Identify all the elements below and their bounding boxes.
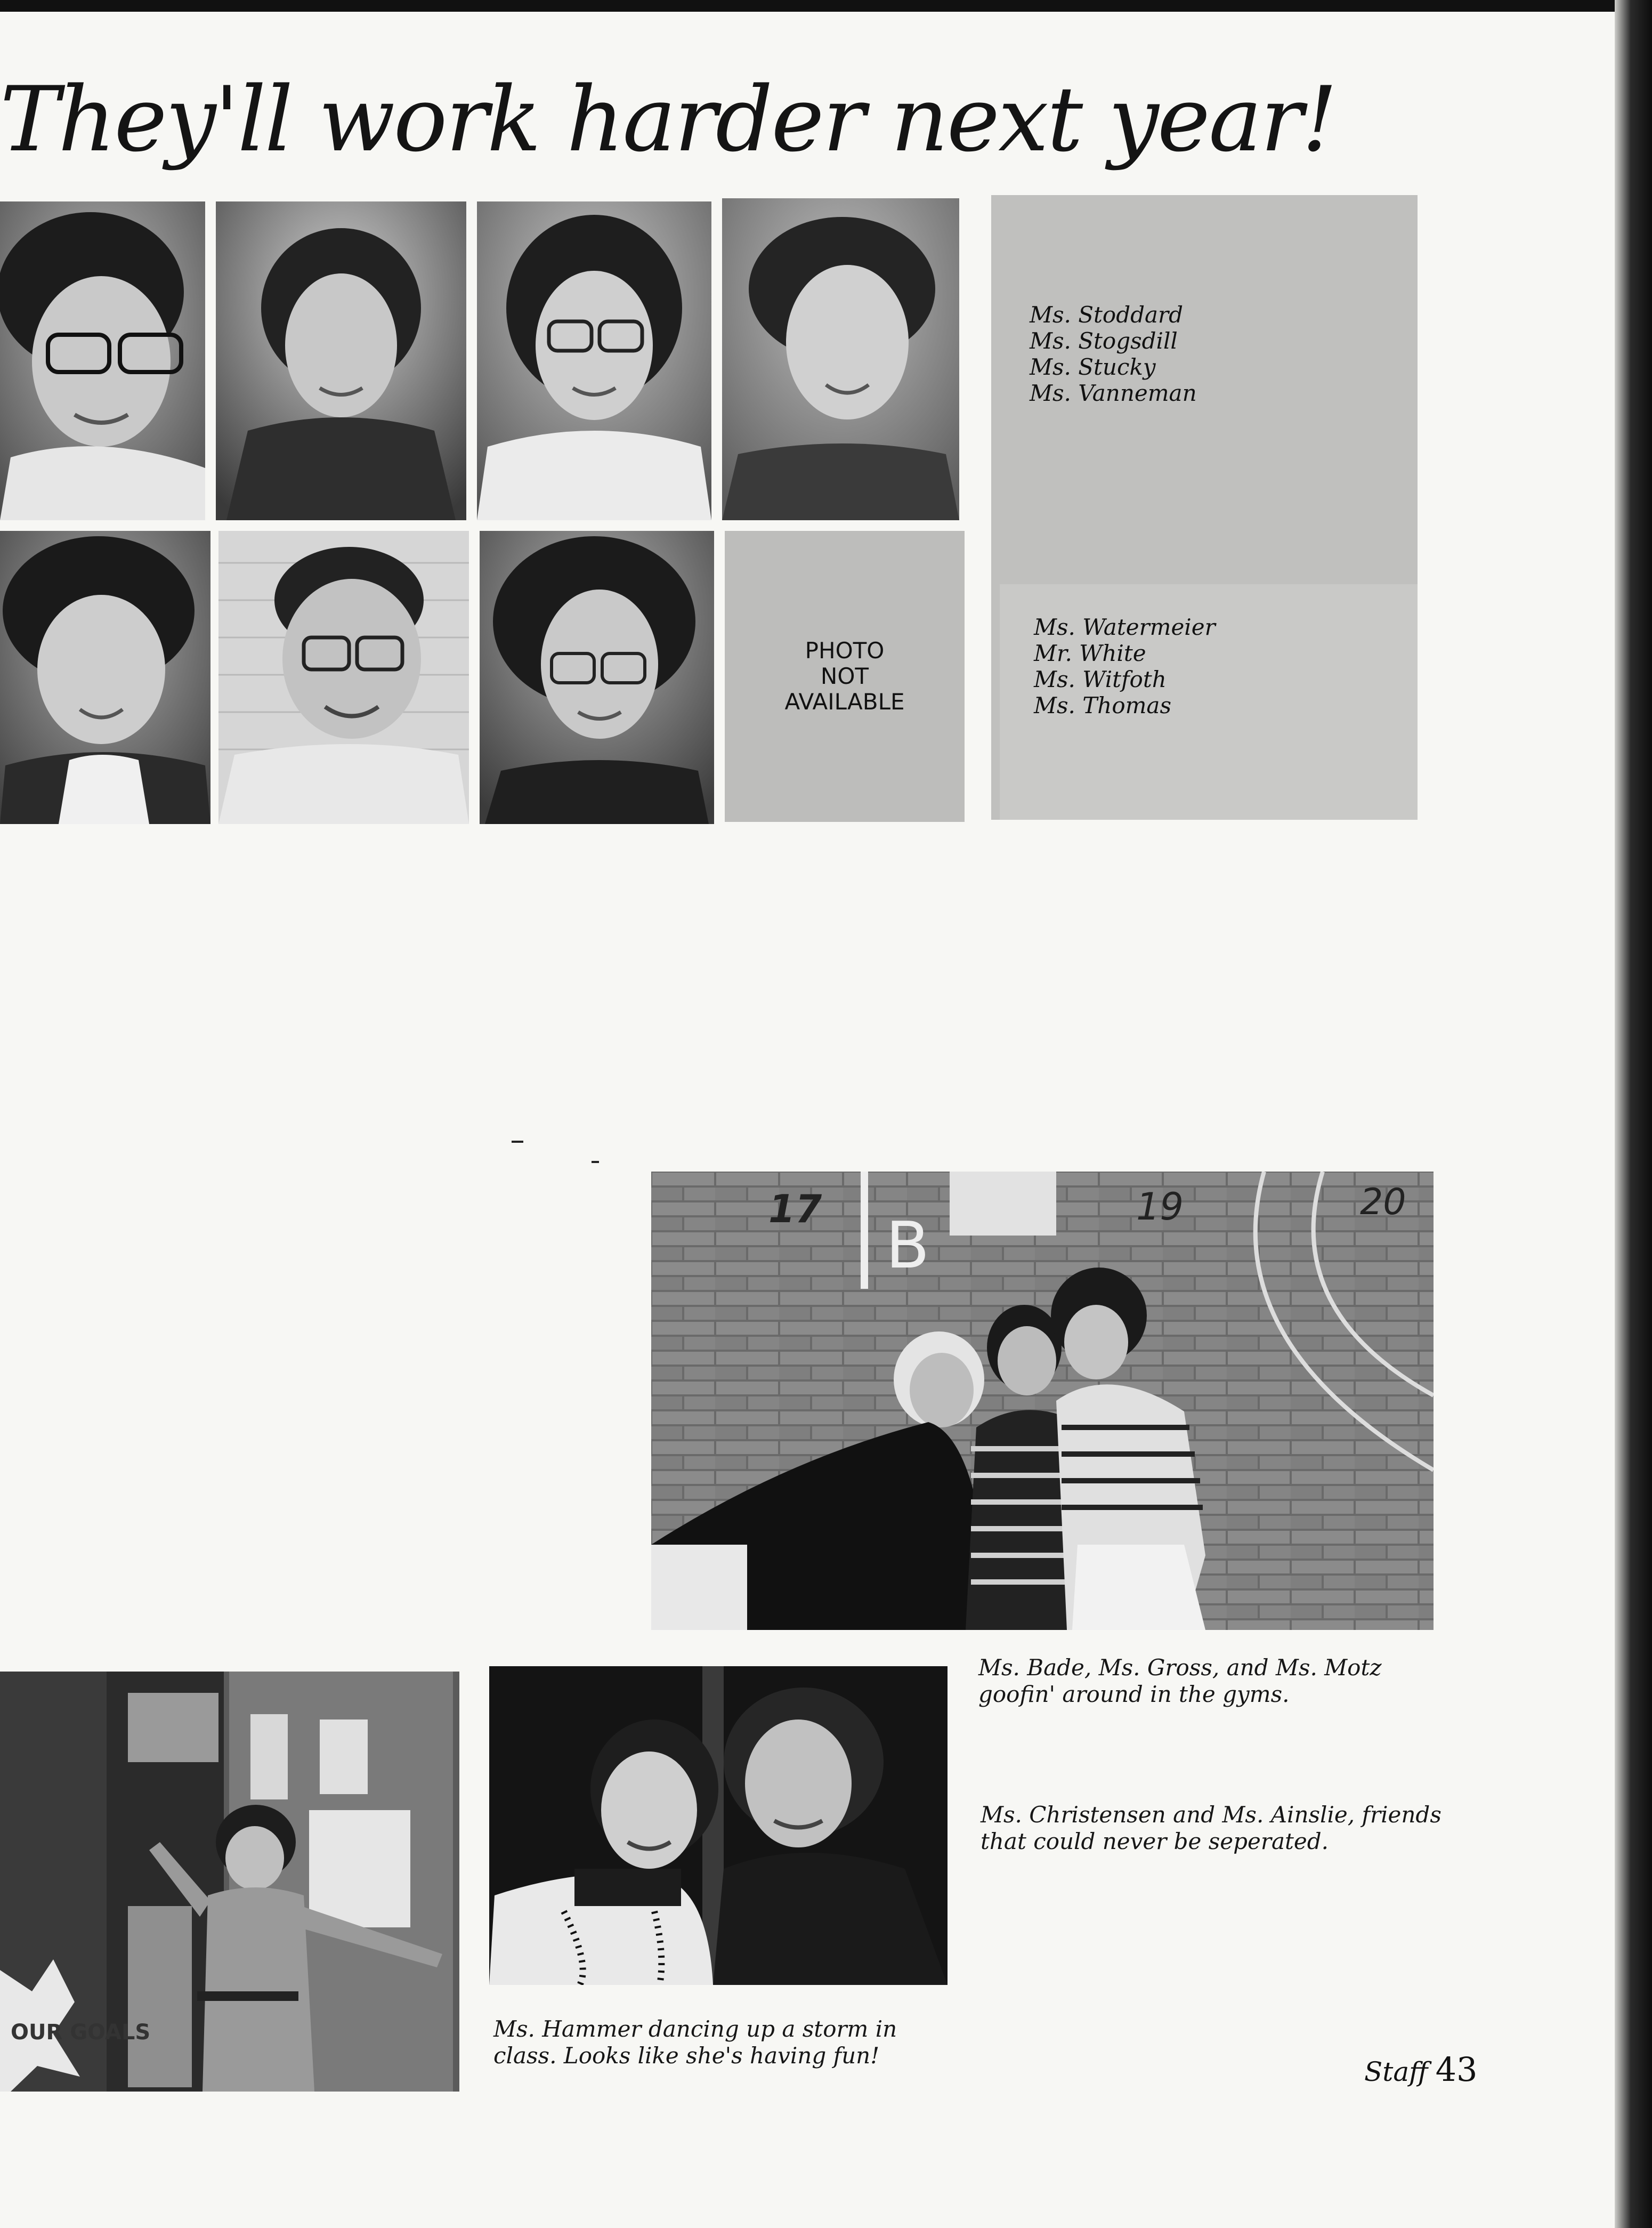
staff-portrait [218, 531, 469, 824]
print-speck [512, 1141, 523, 1143]
wall-letter: B [886, 1209, 930, 1283]
dancing-photo-caption [493, 2016, 897, 2069]
staff-portrait [477, 201, 711, 520]
staff-name: Ms. Stoddard [1030, 302, 1183, 328]
staff-portrait [0, 531, 210, 824]
staff-portrait [722, 198, 959, 520]
staff-name: Mr. White [1034, 640, 1146, 666]
portrait-image [722, 198, 959, 520]
placeholder-text-line: NOT [820, 663, 869, 689]
portrait-image [0, 531, 210, 824]
caption-line: that could never be seperated. [981, 1828, 1329, 1854]
caption-line: Ms. Hammer dancing up a storm in [493, 2016, 897, 2042]
names-top-group [1030, 302, 1197, 406]
staff-names-box [991, 195, 1418, 820]
caption-line: Ms. Bade, Ms. Gross, and Ms. Motz [978, 1654, 1382, 1681]
portrait-image [480, 531, 714, 824]
wall-number: 17 [768, 1186, 822, 1231]
scan-edge-top [0, 0, 1652, 12]
dancing-photo-image [0, 1672, 459, 2092]
placeholder-text-line: PHOTO [805, 637, 885, 664]
caption-line: class. Looks like she's having fun! [493, 2043, 880, 2069]
wall-number: 20 [1360, 1181, 1406, 1223]
section-name: Staff [1364, 2056, 1428, 2087]
staff-name: Ms. Witfoth [1034, 666, 1167, 692]
portrait-image [477, 201, 711, 520]
print-speck [592, 1161, 599, 1163]
portrait-image [218, 531, 469, 824]
staff-name: Ms. Vanneman [1030, 380, 1197, 406]
staff-name: Ms. Stucky [1030, 354, 1156, 380]
staff-portrait [216, 201, 466, 520]
friends-photo-caption [981, 1802, 1442, 1855]
staff-portrait [0, 201, 205, 520]
friends-photo-image [489, 1666, 948, 1985]
poster-text: OUR GOALS [11, 2020, 151, 2045]
names-bottom-group [1034, 614, 1216, 719]
scan-edge-right [1615, 0, 1652, 2228]
caption-line: Ms. Christensen and Ms. Ainslie, friends [981, 1802, 1442, 1828]
friends-photo [489, 1666, 948, 1985]
gym-photo [651, 1172, 1434, 1630]
staff-name: Ms. Watermeier [1034, 614, 1216, 640]
portrait-image [216, 201, 466, 520]
photo-not-available-placeholder [725, 531, 965, 822]
wall-number: 19 [1136, 1185, 1184, 1229]
page-title: They'll work harder next year! [0, 67, 1337, 172]
staff-name: Ms. Thomas [1034, 692, 1172, 719]
staff-portrait [480, 531, 714, 824]
caption-line: goofin' around in the gyms. [978, 1681, 1290, 1707]
gym-photo-caption [978, 1654, 1381, 1708]
gym-photo-image [651, 1172, 1434, 1630]
staff-name: Ms. Stogsdill [1030, 328, 1178, 354]
page-number: 43 [1435, 2050, 1478, 2089]
portrait-image [0, 201, 205, 520]
dancing-photo [0, 1672, 459, 2092]
placeholder-text-line: AVAILABLE [784, 689, 905, 715]
page-folio [1364, 2050, 1478, 2089]
